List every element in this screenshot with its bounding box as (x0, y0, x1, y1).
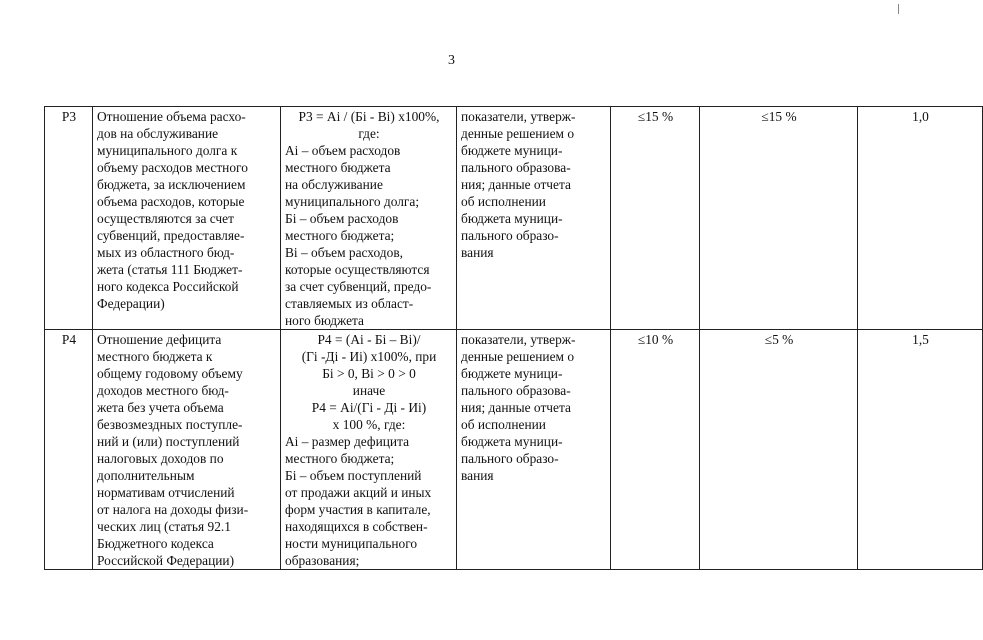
text-line: пального образова- (461, 160, 571, 175)
threshold-value-2: ≤5 % (700, 330, 858, 570)
text-line: муниципального долга; (285, 194, 420, 209)
text-line: Аi – размер дефицита (285, 434, 410, 449)
text-line: бюджете муници- (461, 143, 563, 158)
text-line: доходов местного бюд- (97, 383, 229, 398)
indicator-code: Р4 (45, 330, 93, 570)
text-line: бюджета муници- (461, 211, 563, 226)
text-line: от продажи акций и иных (285, 485, 432, 500)
text-line: бюджета, за исключением (97, 177, 246, 192)
indicator-name (93, 330, 281, 570)
text-line: объема расходов, которые (97, 194, 245, 209)
indicator-source (457, 107, 611, 330)
text-line: Р4 = Аi/(Гi - Дi - Иi) (311, 400, 427, 415)
indicators-table (44, 106, 983, 570)
text-line: находящихся в собствен- (285, 519, 428, 534)
text-line: показатели, утверж- (461, 109, 576, 124)
text-line: жета без учета объема (97, 400, 224, 415)
text-line: местного бюджета; (285, 228, 395, 243)
page-number: 3 (448, 53, 455, 68)
text-line: ния; данные отчета (461, 400, 571, 415)
text-line: Вi – объем расходов, (285, 245, 403, 260)
threshold-value-1: ≤15 % (611, 107, 700, 330)
text-line: Р4 = (Аi - Бi – Вi)/ (317, 332, 421, 347)
text-line: х 100 %, где: (332, 417, 406, 432)
indicator-source (457, 330, 611, 570)
text-line: ности муниципального (285, 536, 418, 551)
text-line: местного бюджета (285, 160, 391, 175)
text-line: вания (461, 245, 494, 260)
text-line: осуществляются за счет (97, 211, 234, 226)
text-line: которые осуществляются (285, 262, 430, 277)
text-line: дов на обслуживание (97, 126, 219, 141)
text-line: ний и (или) поступлений (97, 434, 240, 449)
text-line: ного бюджета (285, 313, 364, 328)
text-line: пального образова- (461, 383, 571, 398)
text-line: Бi – объем поступлений (285, 468, 422, 483)
text-line: пального образо- (461, 228, 559, 243)
text-line: нормативам отчислений (97, 485, 235, 500)
indicator-formula (281, 107, 457, 330)
text-line: Федерации) (97, 296, 165, 311)
text-line: где: (358, 126, 380, 141)
table-row (45, 330, 983, 570)
weight-coefficient: 1,5 (858, 330, 983, 570)
text-line: денные решением о (461, 126, 575, 141)
text-line: местного бюджета; (285, 451, 395, 466)
text-line: общему годовому объему (97, 366, 243, 381)
text-line: ного кодекса Российской (97, 279, 239, 294)
text-line: субвенций, предоставляе- (97, 228, 245, 243)
text-line: денные решением о (461, 349, 575, 364)
text-line: бюджете муници- (461, 366, 563, 381)
text-line: Отношение дефицита (97, 332, 222, 347)
indicator-formula (281, 330, 457, 570)
text-line: Р3 = Аi / (Бi - Вi) х100%, (298, 109, 440, 124)
text-line: Аi – объем расходов (285, 143, 401, 158)
text-line: ставляемых из област- (285, 296, 414, 311)
scan-edge-mark (898, 4, 899, 14)
indicator-code: Р3 (45, 107, 93, 330)
text-line: Бюджетного кодекса (97, 536, 214, 551)
weight-coefficient: 1,0 (858, 107, 983, 330)
text-line: об исполнении (461, 194, 546, 209)
text-line: вания (461, 468, 494, 483)
text-line: Отношение объема расхо- (97, 109, 246, 124)
text-line: муниципального долга к (97, 143, 238, 158)
text-line: пального образо- (461, 451, 559, 466)
text-line: ческих лиц (статья 92.1 (97, 519, 231, 534)
text-line: безвозмездных поступле- (97, 417, 243, 432)
text-line: показатели, утверж- (461, 332, 576, 347)
text-line: Российской Федерации) (97, 553, 235, 568)
text-line: ния; данные отчета (461, 177, 571, 192)
text-line: об исполнении (461, 417, 546, 432)
text-line: дополнительным (97, 468, 195, 483)
text-line: объему расходов местного (97, 160, 248, 175)
text-line: (Гi -Дi - Иi) х100%, при (301, 349, 437, 364)
table-row (45, 107, 983, 330)
text-line: на обслуживание (285, 177, 383, 192)
text-line: жета (статья 111 Бюджет- (97, 262, 243, 277)
text-line: за счет субвенций, предо- (285, 279, 432, 294)
text-line: налоговых доходов по (97, 451, 224, 466)
text-line: форм участия в капитале, (285, 502, 431, 517)
text-line: мых из областного бюд- (97, 245, 235, 260)
text-line: Бi > 0, Вi > 0 > 0 (322, 366, 416, 381)
text-line: Бi – объем расходов (285, 211, 399, 226)
text-line: иначе (352, 383, 386, 398)
text-line: от налога на доходы физи- (97, 502, 249, 517)
text-line: образования; (285, 553, 360, 568)
indicator-name (93, 107, 281, 330)
text-line: местного бюджета к (97, 349, 213, 364)
threshold-value-2: ≤15 % (700, 107, 858, 330)
threshold-value-1: ≤10 % (611, 330, 700, 570)
text-line: бюджета муници- (461, 434, 563, 449)
